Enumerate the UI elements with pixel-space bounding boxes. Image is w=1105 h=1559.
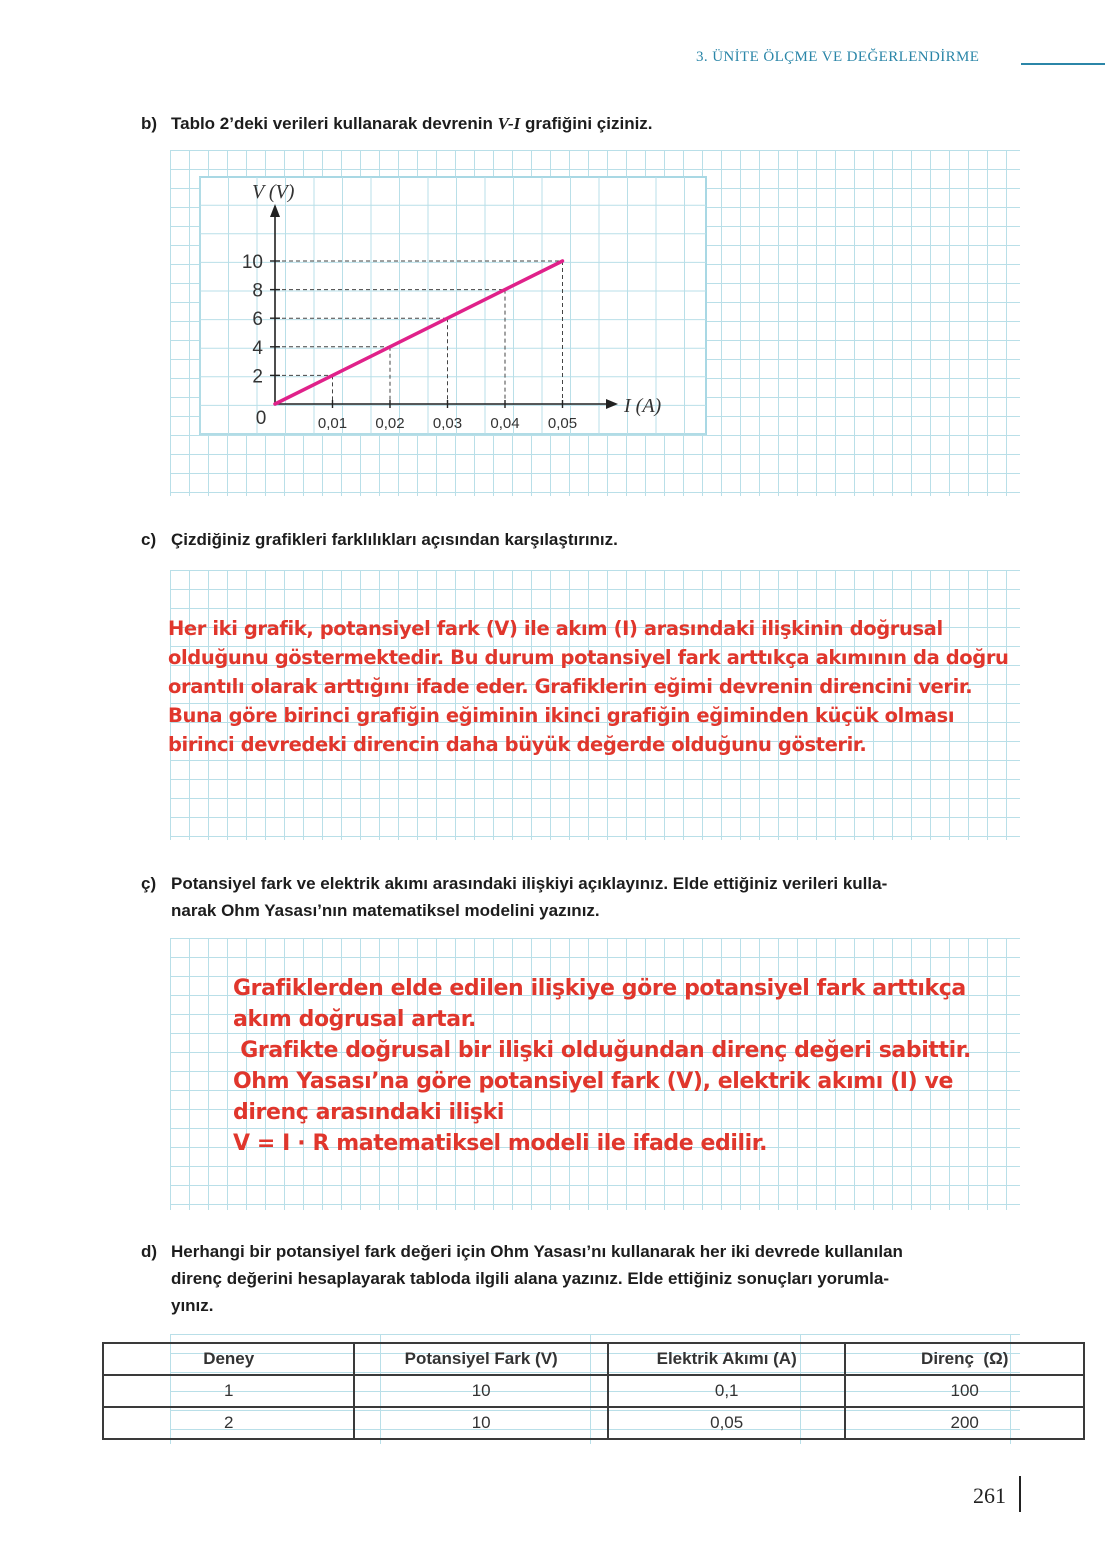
x-tick-label: 0,04 xyxy=(490,415,520,432)
answer-c-line: Buna göre birinci grafiğin eğiminin ikinci grafiğin eğiminden küçük olması xyxy=(168,704,955,727)
table-cell: 10 xyxy=(354,1375,608,1407)
question-d-line-2: direnç değerini hesaplayarak tabloda ilgili alana yazınız. Elde ettiğiniz sonuçları yorumla- xyxy=(171,1269,889,1288)
answer-c-line: orantılı olarak arttığını ifade eder. Grafiklerin eğimi devrenin direncini verir. xyxy=(168,675,973,698)
question-b-text-1: Tablo 2’deki verileri kullanarak devrenin xyxy=(171,114,498,133)
question-cc-letter: ç) xyxy=(141,874,157,893)
x-tick-label: 0,05 xyxy=(547,415,578,432)
table-row xyxy=(103,1407,1084,1439)
answer-c-line: Her iki grafik, potansiyel fark (V) ile akım (I) arasındaki ilişkinin doğrusal xyxy=(168,617,943,640)
page-number: 261 xyxy=(973,1483,1006,1508)
table-header-cell: Elektrik Akımı (A) xyxy=(608,1343,845,1375)
answer-cc xyxy=(233,973,971,1159)
data-point xyxy=(561,260,564,263)
answer-cc-line: V = I · R matematiksel modeli ile ifade edilir. xyxy=(233,1131,768,1156)
question-cc-line-2: narak Ohm Yasası’nın matematiksel modelini yazınız. xyxy=(171,901,600,920)
table-header-cell: Potansiyel Fark (V) xyxy=(354,1343,608,1375)
data-point xyxy=(504,288,507,291)
question-d-line-1: Herhangi bir potansiyel fark değeri için Ohm Yasası’nı kullanarak her iki devrede kullanılan xyxy=(171,1242,903,1261)
answer-cc-line: Grafiklerden elde edilen ilişkiye göre potansiyel fark arttıkça xyxy=(233,976,966,1001)
table-cell: 0,05 xyxy=(608,1407,845,1439)
table-cell: 100 xyxy=(845,1375,1084,1407)
question-c xyxy=(141,526,618,553)
answer-c-line: birinci devredeki direncin daha büyük değerde olduğunu gösterir. xyxy=(168,733,867,756)
table-cell: 1 xyxy=(103,1375,354,1407)
x-tick-label: 0,02 xyxy=(375,415,405,432)
y-tick-label: 4 xyxy=(252,337,263,359)
table-row xyxy=(103,1375,1084,1407)
table-cell: 0,1 xyxy=(608,1375,845,1407)
resistance-table xyxy=(102,1342,1085,1440)
question-d-line-3: yınız. xyxy=(171,1296,214,1315)
answer-cc-line: Ohm Yasası’na göre potansiyel fark (V), elektrik akımı (I) ve xyxy=(233,1069,953,1094)
question-cc xyxy=(141,870,888,924)
page-header-title: 3. ÜNİTE ÖLÇME VE DEĞERLENDİRME xyxy=(696,49,980,65)
question-d-letter: d) xyxy=(141,1242,158,1261)
question-c-text: Çizdiğiniz grafikleri farklılıkları açısından karşılaştırınız. xyxy=(171,530,618,549)
y-tick-label: 8 xyxy=(252,280,263,302)
answer-c-line: olduğunu göstermektedir. Bu durum potansiyel fark arttıkça akımının da doğru xyxy=(168,646,1009,669)
data-point xyxy=(389,345,392,348)
x-tick-label: 0,01 xyxy=(317,415,348,432)
origin-label: 0 xyxy=(255,408,267,429)
y-axis-label: V (V) xyxy=(252,181,295,203)
answer-cc-line: direnç arasındaki ilişki xyxy=(233,1100,504,1125)
table-cell: 10 xyxy=(354,1407,608,1439)
page-number-divider xyxy=(1019,1476,1021,1512)
table-header-row xyxy=(103,1343,1084,1375)
table-header-cell: Direnç (Ω) xyxy=(845,1343,1084,1375)
table-cell: 2 xyxy=(103,1407,354,1439)
table-header-cell: Deney xyxy=(103,1343,354,1375)
data-point xyxy=(331,374,334,377)
y-tick-label: 2 xyxy=(252,366,263,388)
y-tick-label: 10 xyxy=(241,252,263,273)
data-point xyxy=(446,317,449,320)
question-c-letter: c) xyxy=(141,530,157,549)
table-cell: 200 xyxy=(845,1407,1084,1439)
question-b-text-italic: V-I xyxy=(497,114,521,133)
question-b-letter: b) xyxy=(141,114,158,133)
answer-c xyxy=(168,614,1009,759)
answer-cc-line: akım doğrusal artar. xyxy=(233,1007,476,1032)
question-d xyxy=(141,1238,903,1319)
x-axis-label: I (A) xyxy=(624,395,662,417)
answer-cc-line: Grafikte doğrusal bir ilişki olduğundan direnç değeri sabittir. xyxy=(233,1038,971,1063)
x-tick-label: 0,03 xyxy=(432,415,463,432)
y-tick-label: 6 xyxy=(252,309,263,331)
question-b-text-2: grafiğini çiziniz. xyxy=(520,114,653,133)
question-cc-line-1: Potansiyel fark ve elektrik akımı arasındaki ilişkiyi açıklayınız. Elde ettiğiniz verileri kulla- xyxy=(171,874,888,893)
vi-chart xyxy=(0,0,1105,560)
data-point xyxy=(274,403,277,406)
